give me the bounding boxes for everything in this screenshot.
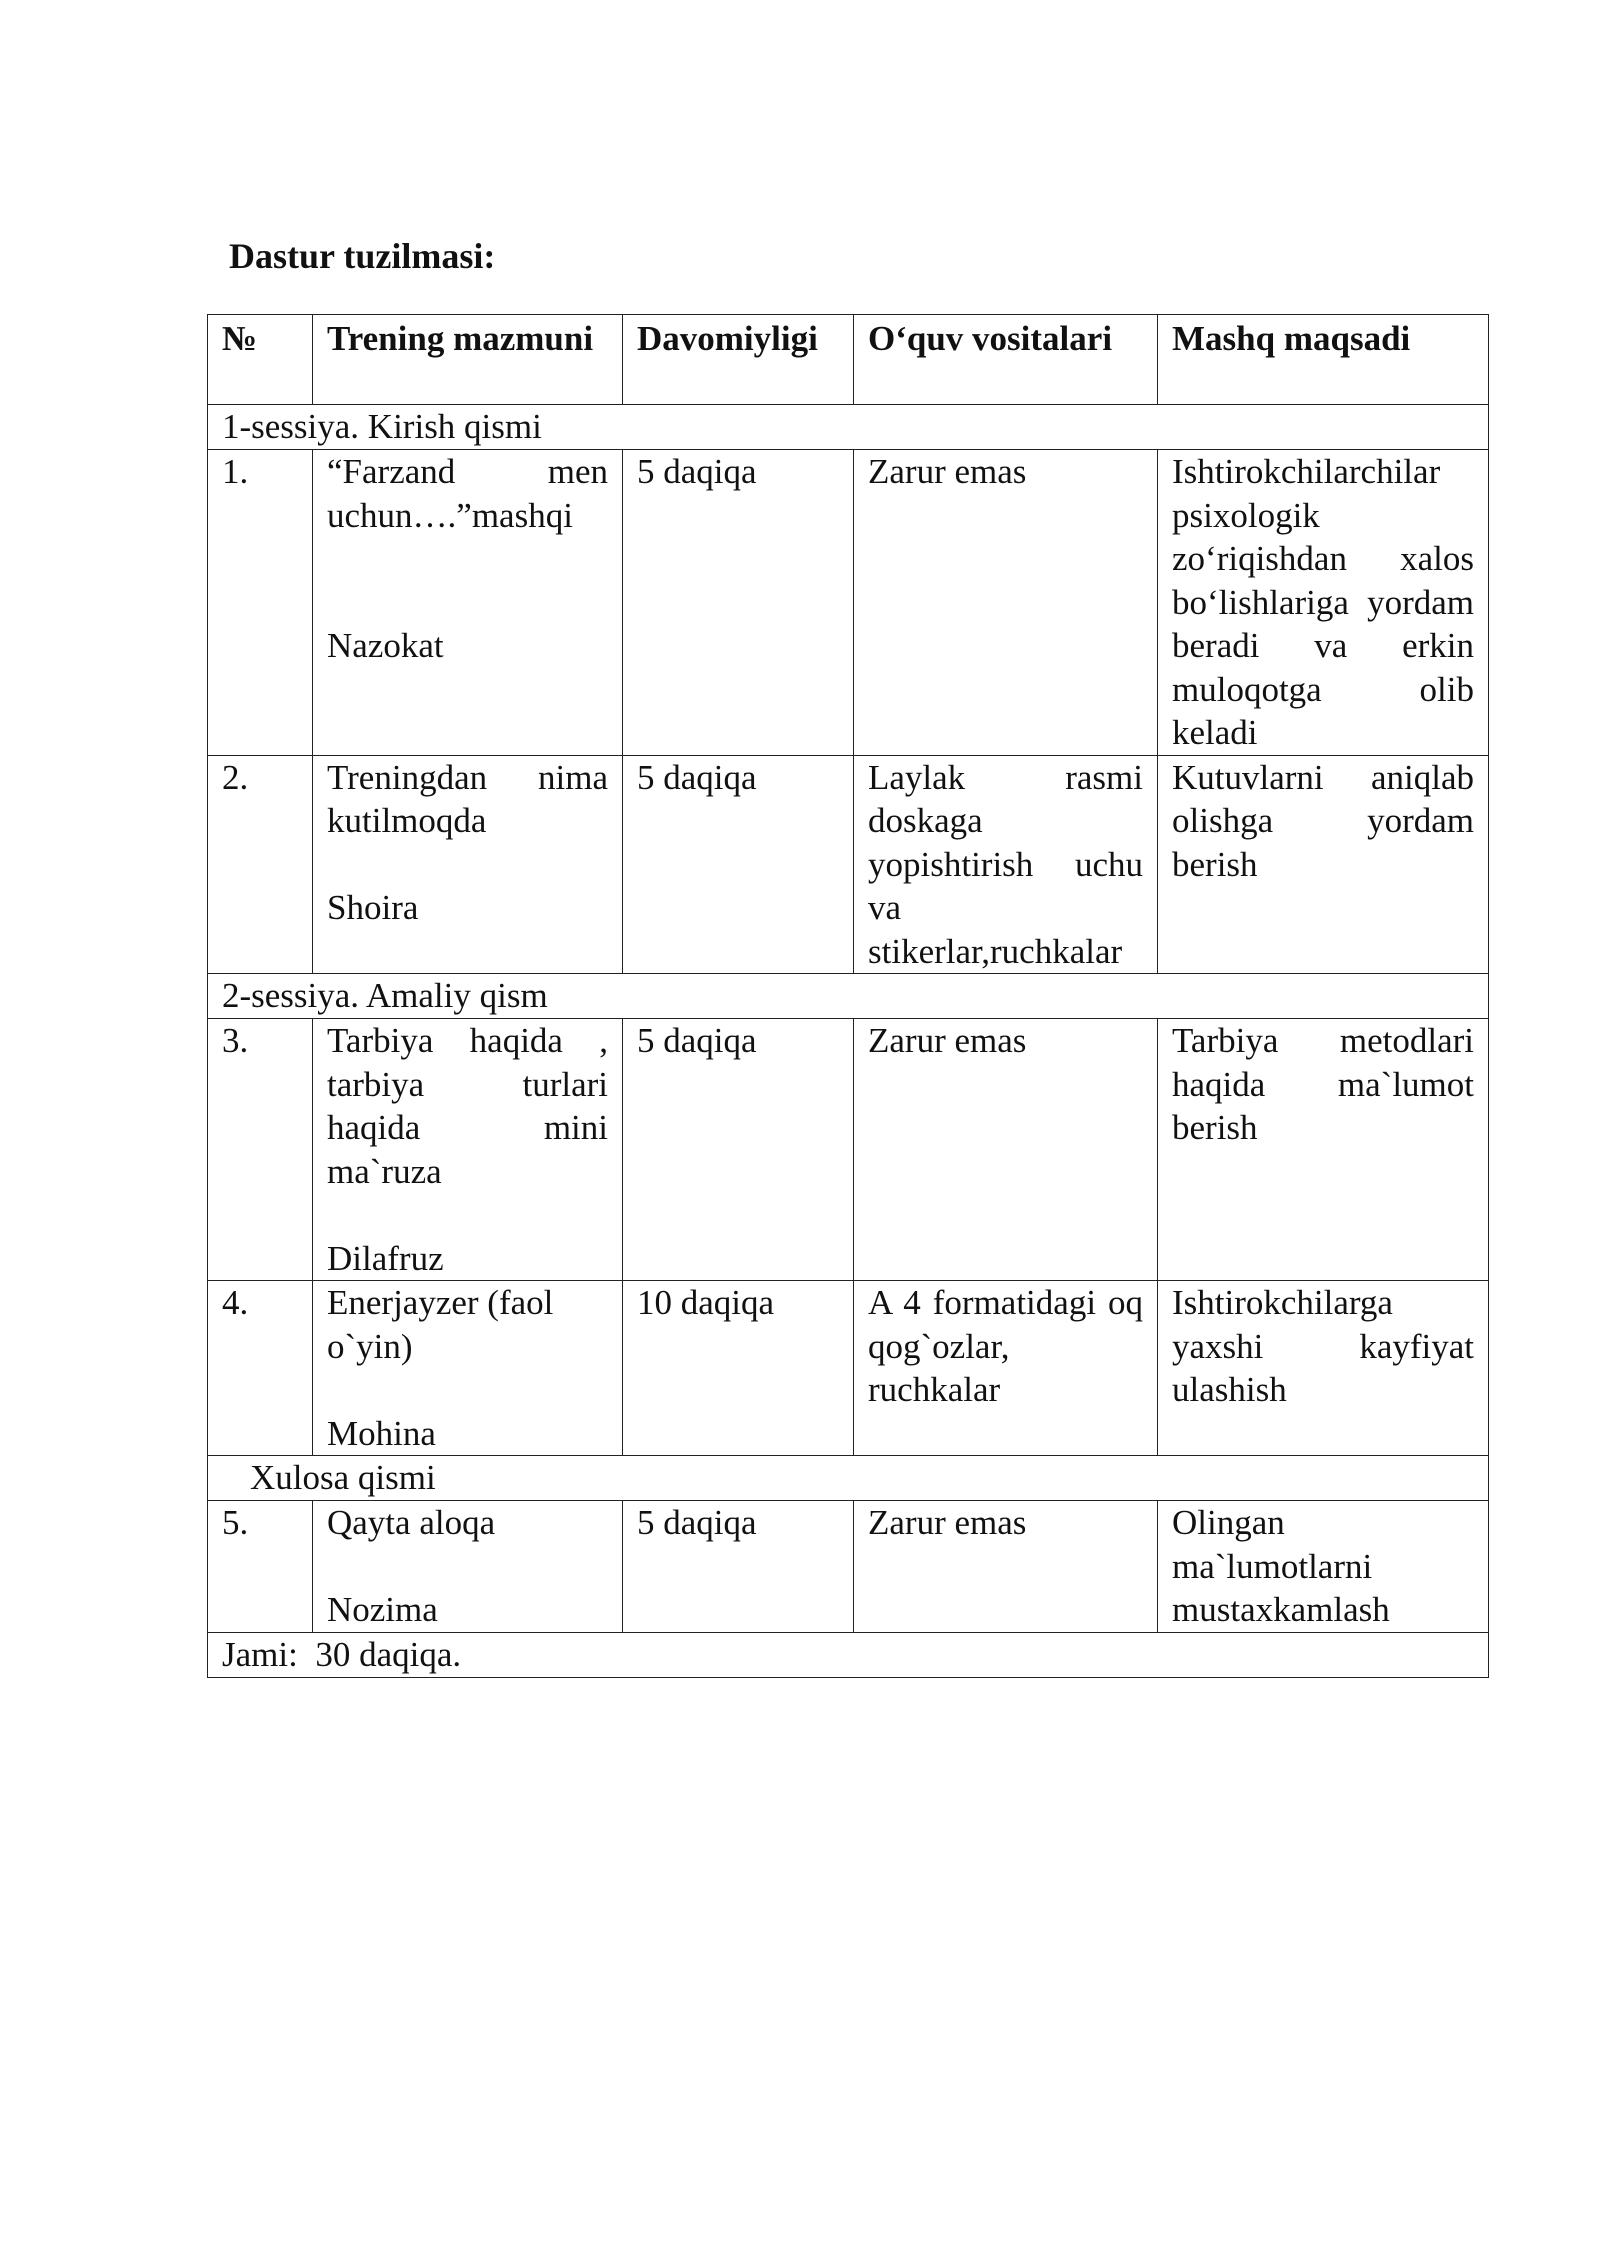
goal-cell: Ishtirokchilarchilar psixologik zo‘riqishdan xalos bo‘lishlariga yordam beradi va erkin muloqotga olib keladi <box>1158 450 1489 756</box>
spacer <box>327 537 608 581</box>
training-content-cell <box>313 755 623 974</box>
spacer <box>327 1368 608 1412</box>
session-title: Xulosa qismi <box>208 1456 1489 1501</box>
training-content: Tarbiya haqida , tarbiya turlari haqida mini ma`ruza <box>327 1021 608 1191</box>
row-number: 2. <box>208 755 313 974</box>
column-header-number: № <box>208 315 313 405</box>
column-header-goal: Mashq maqsadi <box>1158 315 1489 405</box>
column-header-content: Trening mazmuni <box>313 315 623 405</box>
program-table <box>207 314 1489 1678</box>
total-duration: Jami: 30 daqiqa. <box>208 1632 1489 1677</box>
session-title: 1-sessiya. Kirish qismi <box>208 405 1489 450</box>
training-content-cell <box>313 1019 623 1281</box>
training-content-cell <box>313 450 623 756</box>
spacer <box>327 1545 608 1589</box>
goal-cell: Ishtirokchilarga yaxshi kayfiyat ulashish <box>1158 1281 1489 1456</box>
goal-cell: Tarbiya metodlari haqida ma`lumot berish <box>1158 1019 1489 1281</box>
total-row <box>208 1632 1489 1677</box>
materials-cell: Laylak rasmi doskaga yopishtirish uchu va stikerlar,ruchkalar <box>854 755 1158 974</box>
table-row <box>208 1019 1489 1281</box>
table-header-row <box>208 315 1489 405</box>
session-title: 2-sessiya. Amaliy qism <box>208 974 1489 1019</box>
spacer <box>327 1193 608 1237</box>
presenter-name: Nazokat <box>327 626 444 665</box>
presenter-name: Shoira <box>327 888 419 927</box>
table-row <box>208 755 1489 974</box>
column-header-duration: Davomiyligi <box>623 315 854 405</box>
duration-cell: 10 daqiqa <box>623 1281 854 1456</box>
row-number: 5. <box>208 1501 313 1633</box>
row-number: 1. <box>208 450 313 756</box>
materials-cell: Zarur emas <box>854 1019 1158 1281</box>
training-content: Enerjayzer (faol o`yin) <box>327 1283 554 1366</box>
duration-cell: 5 daqiqa <box>623 1501 854 1633</box>
table-row <box>208 1501 1489 1633</box>
page-heading: Dastur tuzilmasi: <box>229 236 496 276</box>
session-row <box>208 974 1489 1019</box>
goal-cell: Kutuvlarni aniqlab olishga yordam berish <box>1158 755 1489 974</box>
spacer <box>327 843 608 887</box>
training-content-cell <box>313 1281 623 1456</box>
presenter-name: Mohina <box>327 1413 436 1453</box>
training-content: Treningdan nima kutilmoqda <box>327 757 608 840</box>
duration-cell: 5 daqiqa <box>623 1019 854 1281</box>
column-header-materials: O‘quv vositalari <box>854 315 1158 405</box>
table-row <box>208 450 1489 756</box>
table-row <box>208 1281 1489 1456</box>
row-number: 4. <box>208 1281 313 1456</box>
materials-cell: Zarur emas <box>854 1501 1158 1633</box>
materials-cell: A 4 formatidagi oq qog`ozlar, ruchkalar <box>854 1281 1158 1456</box>
spacer <box>327 581 608 625</box>
training-content: Qayta aloqa <box>327 1503 496 1542</box>
training-content-cell <box>313 1501 623 1633</box>
training-content: “Farzand men uchun….”mashqi <box>327 452 608 535</box>
presenter-name: Nozima <box>327 1590 438 1629</box>
goal-cell: Olingan ma`lumotlarni mustaxkamlash <box>1158 1501 1489 1633</box>
duration-cell: 5 daqiqa <box>623 450 854 756</box>
row-number: 3. <box>208 1019 313 1281</box>
session-row <box>208 405 1489 450</box>
duration-cell: 5 daqiqa <box>623 755 854 974</box>
session-row <box>208 1456 1489 1501</box>
materials-cell: Zarur emas <box>854 450 1158 756</box>
presenter-name: Dilafruz <box>327 1238 444 1278</box>
